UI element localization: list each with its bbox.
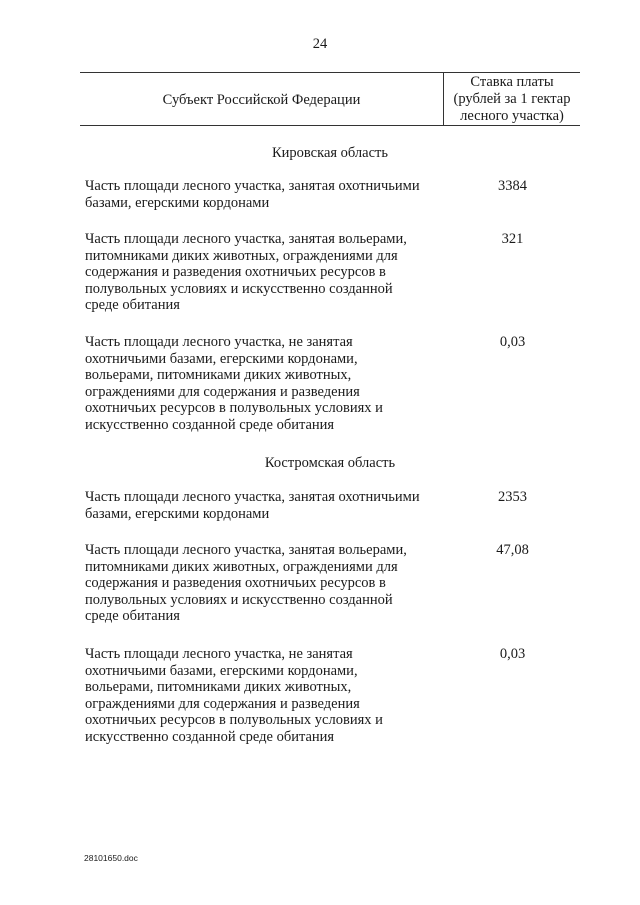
row-text-line: полувольных условиях и искусственно созданной [85, 591, 393, 608]
table-row [85, 178, 580, 211]
row-text-line: базами, егерскими кордонами [85, 194, 270, 211]
row-value: 0,03 [499, 334, 526, 350]
row-text-line: питомниками диких животных, ограждениями для [85, 558, 398, 575]
row-value: 2353 [498, 489, 527, 505]
page-number: 24 [312, 36, 328, 52]
row-text-line: содержания и разведения охотничьих ресурсов в [85, 264, 386, 280]
table-row [85, 334, 580, 433]
row-text-line: питомниками диких животных, ограждениями для [85, 247, 398, 264]
row-text-line: базами, егерскими кордонами [85, 505, 270, 522]
row-description [85, 231, 445, 314]
row-description [85, 489, 445, 522]
row-text-line: среде обитания [85, 608, 180, 624]
row-value: 47,08 [496, 542, 529, 558]
row-text-line: содержания и разведения охотничьих ресурсов в [85, 575, 386, 591]
table-row [85, 489, 580, 522]
row-text-line: Часть площади лесного участка, не занятая [85, 646, 353, 662]
row-text-line: Часть площади лесного участка, занятая охотничьими [85, 178, 420, 194]
row-text-line: охотничьих ресурсов в полувольных условиях и [85, 400, 383, 416]
row-text-line: ограждениями для содержания и разведения [85, 383, 360, 400]
row-text-line: искусственно созданной среде обитания [85, 416, 335, 433]
region-heading-kirov: Кировская область [271, 145, 388, 161]
row-description [85, 334, 445, 433]
row-description [85, 542, 445, 625]
row-text-line: Часть площади лесного участка, не занятая [85, 334, 353, 350]
row-text-line: среде обитания [85, 297, 180, 313]
header-rate-line3: лесного участка) [460, 107, 564, 124]
row-text-line: вольерами, питомниками диких животных, [85, 679, 352, 695]
row-description [85, 646, 445, 745]
region-heading-kostroma: Костромская область [264, 455, 396, 471]
row-description [85, 178, 445, 211]
row-text-line: Часть площади лесного участка, занятая вольерами, [85, 231, 407, 247]
header-rate-line2: (рублей за 1 гектар [453, 90, 571, 107]
table-header [80, 72, 580, 126]
header-rate-line1: Ставка платы [470, 73, 554, 90]
row-text-line: ограждениями для содержания и разведения [85, 695, 360, 712]
row-text-line: охотничьих ресурсов в полувольных условиях и [85, 712, 383, 728]
header-rate [443, 73, 580, 125]
row-text-line: Часть площади лесного участка, занятая охотничьими [85, 489, 420, 505]
row-text-line: Часть площади лесного участка, занятая вольерами, [85, 542, 407, 558]
row-value: 3384 [498, 178, 527, 194]
row-text-line: охотничьими базами, егерскими кордонами, [85, 350, 358, 367]
table-row [85, 646, 580, 745]
header-subject: Субъект Российской Федерации [162, 92, 361, 108]
footer-filename: 28101650.doc [84, 853, 138, 863]
table-row [85, 231, 580, 314]
row-value: 0,03 [499, 646, 526, 662]
row-text-line: охотничьими базами, егерскими кордонами, [85, 662, 358, 679]
row-value: 321 [501, 231, 524, 247]
row-text-line: искусственно созданной среде обитания [85, 728, 335, 745]
table-row [85, 542, 580, 625]
row-text-line: вольерами, питомниками диких животных, [85, 367, 352, 383]
row-text-line: полувольных условиях и искусственно созданной [85, 280, 393, 297]
